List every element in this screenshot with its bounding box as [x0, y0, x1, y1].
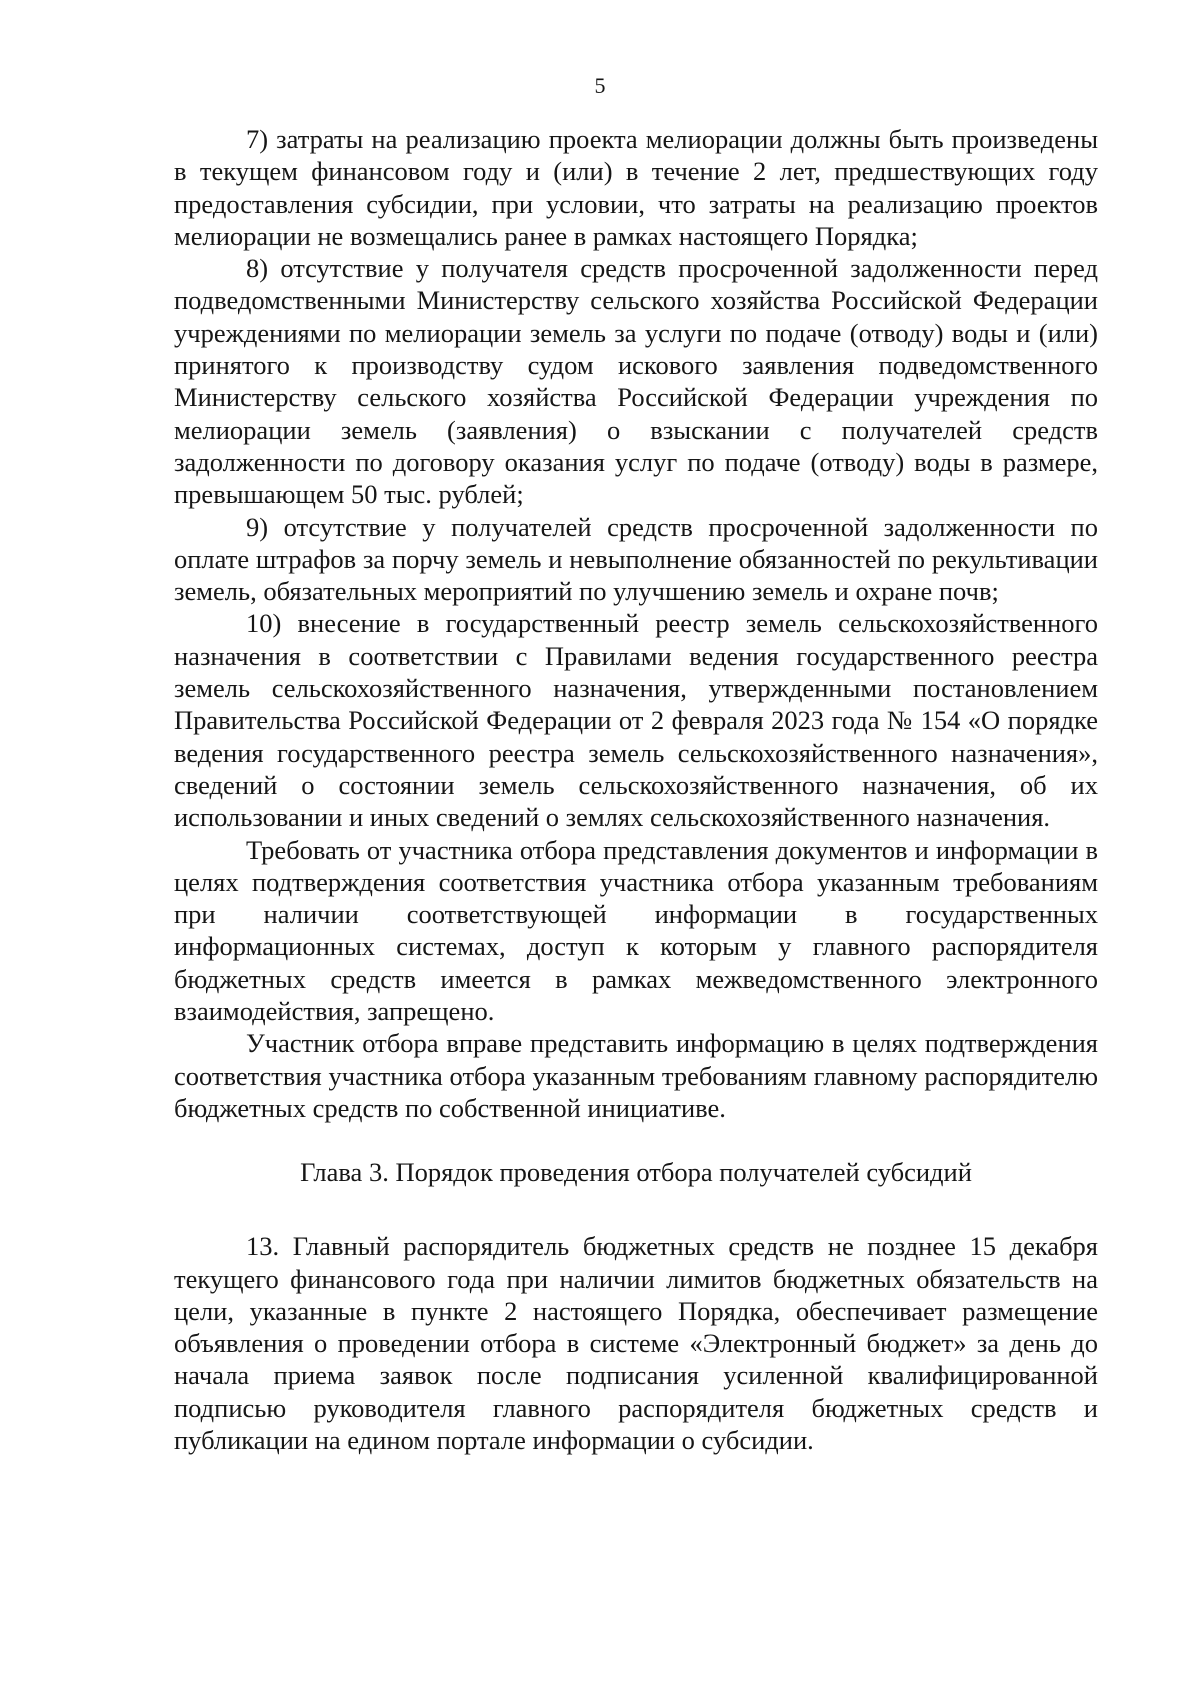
paragraph-participant-initiative: Участник отбора вправе представить информацию в целях подтверждения соответствия участника отбора указанным требованиям главному распорядителю бюджетных средств по собственной инициативе. [174, 1028, 1098, 1123]
paragraph-item-7: 7) затраты на реализацию проекта мелиорации должны быть произведены в текущем финансовом году и (или) в течение 2 лет, предшествующих году предоставления субсидии, при условии, что затраты на реализацию проектов мелиорации не возмещались ранее в рамках настоящего Порядка; [174, 124, 1098, 251]
paragraph-13: 13. Главный распорядитель бюджетных средств не позднее 15 декабря текущего финансового года при наличии лимитов бюджетных обязательств на цели, указанные в пункте 2 настоящего Порядка, обеспечивает размещение объявления о проведении отбора в системе «Электронный бюджет» за день до начала приема заявок после подписания усиленной квалифицированной подписью руководителя главного распорядителя бюджетных средств и публикации на едином портале информации о субсидии. [174, 1231, 1098, 1455]
paragraph-item-10: 10) внесение в государственный реестр земель сельскохозяйственного назначения в соответствии с Правилами ведения государственного реестра земель сельскохозяйственного назначения, утвержденными постановлением Правительства Российской Федерации от 2 февраля 2023 года № 154 «О порядке ведения государственного реестра земель сельскохозяйственного назначения», сведений о состоянии земель сельскохозяйственного назначения, об их использовании и иных сведений о землях сельскохозяйственного назначения. [174, 608, 1098, 833]
paragraph-item-8: 8) отсутствие у получателя средств просроченной задолженности перед подведомственными Министерству сельского хозяйства Российской Федерации учреждениями по мелиорации земель за услуги по подаче (отводу) воды и (или) принятого к производству судом искового заявления подведомственного Министерству сельского хозяйства Российской Федерации учреждения по мелиорации земель (заявления) о взыскании с получателей средств задолженности по договору оказания услуг по подаче (отводу) воды в размере, превышающем 50 тыс. рублей; [174, 253, 1098, 510]
paragraph-item-9: 9) отсутствие у получателей средств просроченной задолженности по оплате штрафов за порчу земель и невыполнение обязанностей по рекультивации земель, обязательных мероприятий по улучшению земель и охране почв; [174, 511, 1098, 607]
paragraph-prohibition: Требовать от участника отбора представления документов и информации в целях подтверждения соответствия участника отбора указанным требованиям при наличии соответствующей информации в государственных информационных системах, доступ к которым у главного распорядителя бюджетных средств имеется в рамках межведомственного электронного взаимодействия, запрещено. [174, 834, 1098, 1027]
page-number: 5 [594, 73, 606, 98]
document-body [174, 123, 1098, 1456]
chapter-heading: Глава 3. Порядок проведения отбора получателей субсидий [300, 1157, 972, 1188]
